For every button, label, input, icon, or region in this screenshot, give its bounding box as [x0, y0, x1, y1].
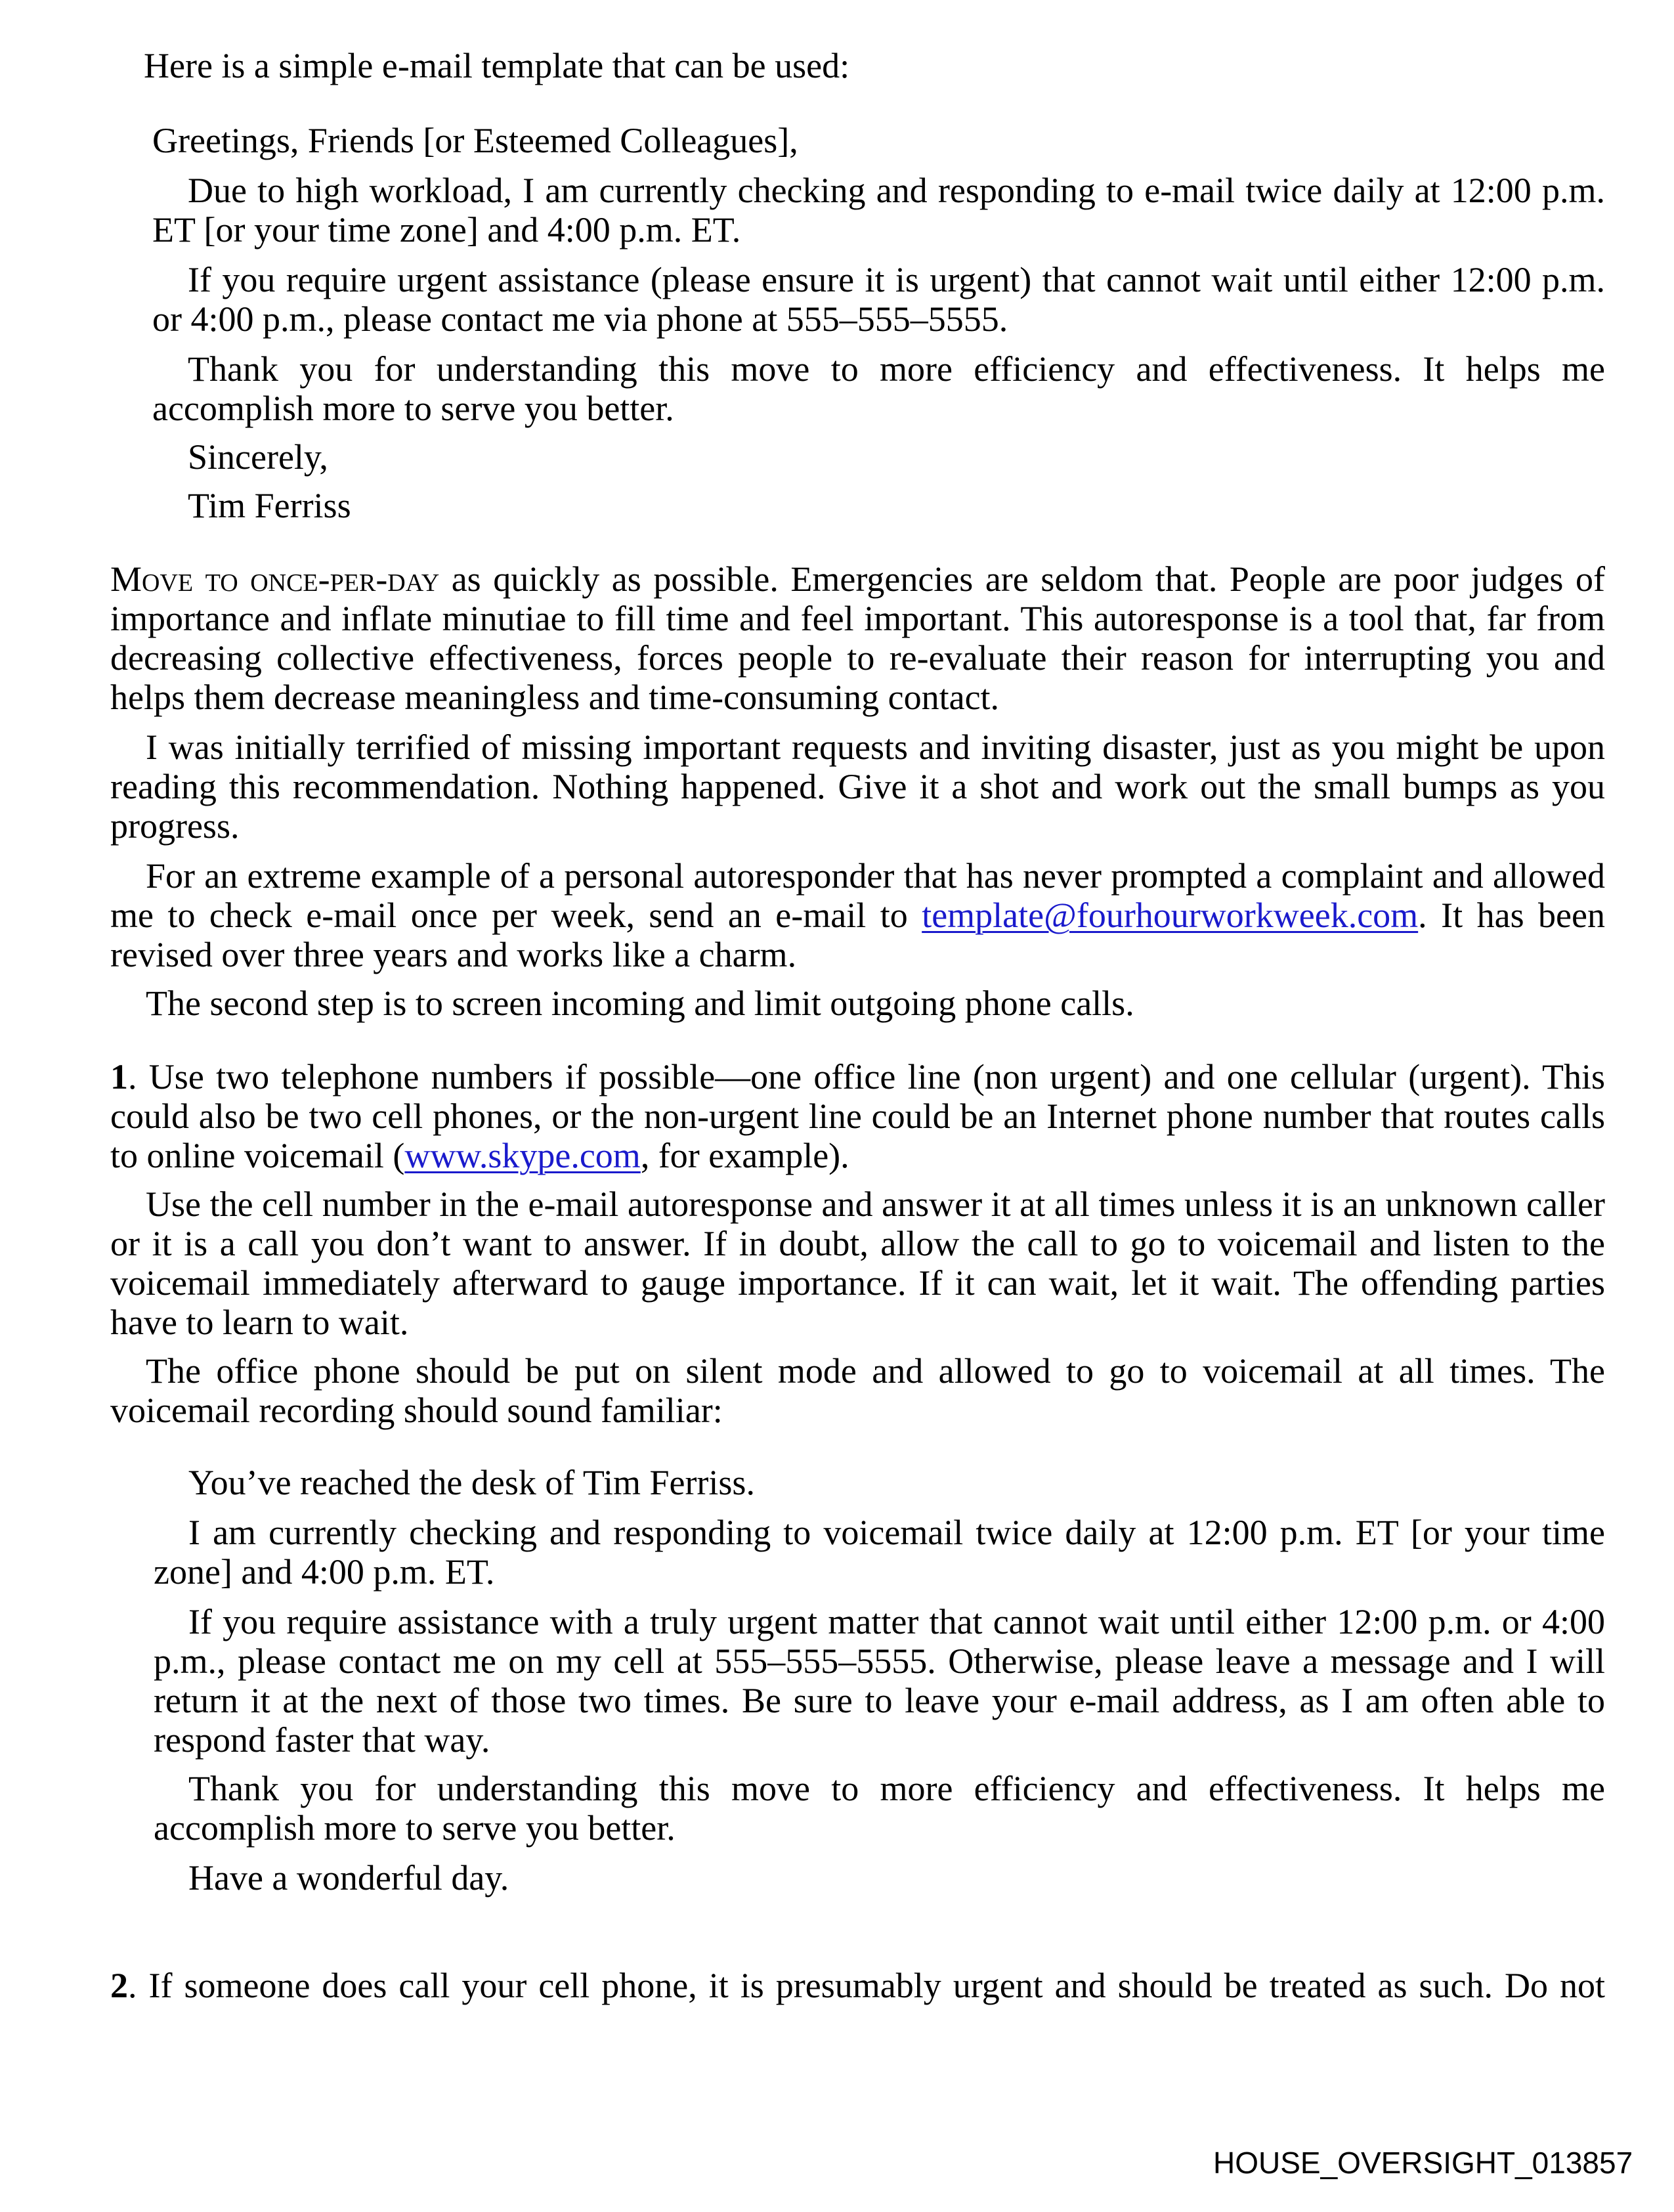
item1-line3-after: , for example).: [640, 1136, 849, 1175]
second-step-text: The second step is to screen incoming and limit outgoing phone calls.: [146, 984, 1134, 1023]
email-closing: Sincerely,: [188, 437, 328, 477]
move-line2: importance and inflate minutiae to fill time and feel important. This autoresponse is a tool that, far from: [110, 599, 1605, 638]
bates-stamp: HOUSE_OVERSIGHT_013857: [1213, 2146, 1633, 2180]
item1-line1: [110, 1057, 1605, 1096]
skype-link[interactable]: www.skype.com: [404, 1136, 641, 1175]
email-p2-line1: If you require urgent assistance (please ensure it is urgent) that cannot wait until either 12:00 p.m.: [188, 260, 1605, 299]
item1-line1-rest: . Use two telephone numbers if possible—one office line (non urgent) and one cellular (urgent). This: [128, 1057, 1605, 1096]
office-line1: The office phone should be put on silent mode and allowed to go to voicemail at all times. The: [146, 1351, 1605, 1391]
cell-line4: have to learn to wait.: [110, 1303, 409, 1342]
move-line1: [110, 559, 1605, 599]
email-signature: Tim Ferriss: [188, 486, 351, 525]
move-line1-rest: as quickly as possible. Emergencies are seldom that. People are poor judges of: [439, 559, 1605, 599]
voicemail-opening: You’ve reached the desk of Tim Ferriss.: [188, 1463, 755, 1502]
email-greeting: Greetings, Friends [or Esteemed Colleagues],: [152, 121, 798, 160]
voicemail-p1-line2: zone] and 4:00 p.m. ET.: [154, 1552, 495, 1592]
item1-line3: [110, 1136, 849, 1175]
cell-line1: Use the cell number in the e-mail autoresponse and answer it at all times unless it is an unknown caller: [146, 1184, 1605, 1224]
item1-line3-before: to online voicemail (: [110, 1136, 405, 1175]
voicemail-p3-line1: Thank you for understanding this move to more efficiency and effectiveness. It helps me: [188, 1769, 1605, 1808]
initially-line3: progress.: [110, 806, 240, 846]
move-line3: decreasing collective effectiveness, forces people to re-evaluate their reason for interrupting you and: [110, 638, 1605, 678]
move-lead-smallcaps: Move to once-per-day: [110, 559, 440, 599]
cell-line3: voicemail immediately afterward to gauge importance. If it can wait, let it wait. The offending parties: [110, 1263, 1605, 1303]
extreme-line3: revised over three years and works like a charm.: [110, 935, 797, 974]
voicemail-p3-line2: accomplish more to serve you better.: [154, 1808, 676, 1848]
item2-number: 2: [110, 1966, 128, 2005]
extreme-line1: For an extreme example of a personal autoresponder that has never prompted a complaint and allowed: [146, 856, 1605, 896]
extreme-line2: [110, 896, 1605, 935]
email-p2-line2: or 4:00 p.m., please contact me via phone at 555–555–5555.: [152, 299, 1008, 339]
voicemail-closing: Have a wonderful day.: [188, 1858, 509, 1898]
voicemail-p2-line2: p.m., please contact me on my cell at 555–555–5555. Otherwise, please leave a message and I will: [154, 1641, 1605, 1681]
initially-line2: reading this recommendation. Nothing happened. Give it a shot and work out the small bumps as you: [110, 767, 1605, 806]
item1-line2: could also be two cell phones, or the non-urgent line could be an Internet phone number that routes calls: [110, 1096, 1605, 1136]
cell-line2: or it is a call you don’t want to answer. If in doubt, allow the call to go to voicemail and listen to the: [110, 1224, 1605, 1263]
voicemail-p2-line1: If you require assistance with a truly urgent matter that cannot wait until either 12:00 p.m. or 4:00: [188, 1602, 1605, 1641]
email-p1-line1: Due to high workload, I am currently checking and responding to e-mail twice daily at 12:00 p.m.: [188, 171, 1605, 210]
move-line4: helps them decrease meaningless and time-consuming contact.: [110, 678, 1000, 717]
intro-text: Here is a simple e-mail template that can be used:: [144, 46, 850, 85]
extreme-line2-after: . It has been: [1418, 896, 1605, 935]
item1-number: 1: [110, 1057, 128, 1096]
email-p1-line2: ET [or your time zone] and 4:00 p.m. ET.: [152, 210, 741, 249]
email-p3-line1: Thank you for understanding this move to more efficiency and effectiveness. It helps me: [188, 349, 1605, 389]
voicemail-p2-line4: respond faster that way.: [154, 1720, 490, 1760]
office-line2: voicemail recording should sound familiar:: [110, 1391, 723, 1430]
voicemail-p2-line3: return it at the next of those two times. Be sure to leave your e-mail address, as I am often able to: [154, 1681, 1605, 1720]
item2-line1: [110, 1966, 1605, 2005]
item2-line1-rest: . If someone does call your cell phone, it is presumably urgent and should be treated as such. Do not: [128, 1966, 1605, 2005]
initially-line1: I was initially terrified of missing important requests and inviting disaster, just as you might be upon: [146, 727, 1605, 767]
template-email-link[interactable]: template@fourhourworkweek.com: [922, 896, 1419, 935]
email-p3-line2: accomplish more to serve you better.: [152, 389, 674, 428]
voicemail-p1-line1: I am currently checking and responding to voicemail twice daily at 12:00 p.m. ET [or your time: [188, 1513, 1605, 1552]
extreme-line2-before: me to check e-mail once per week, send an e-mail to: [110, 896, 922, 935]
